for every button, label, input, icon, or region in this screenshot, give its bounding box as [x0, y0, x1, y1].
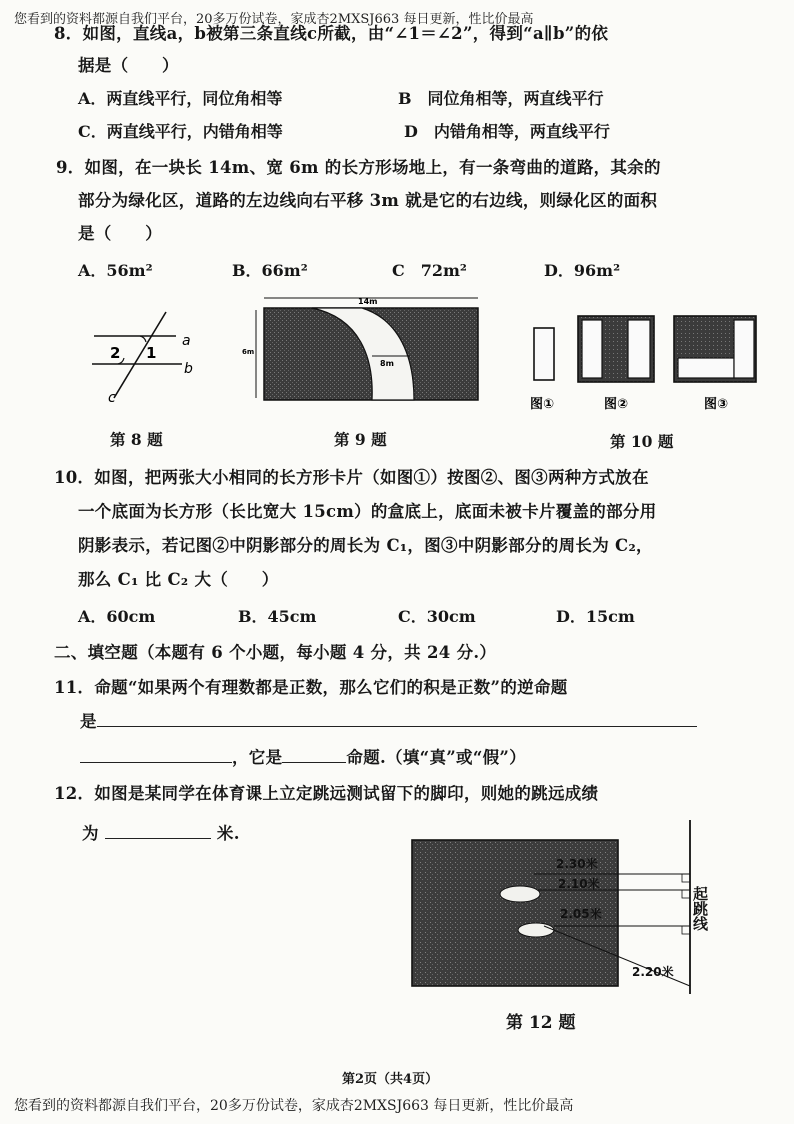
q11-line1: 11．命题“如果两个有理数都是正数，那么它们的积是正数”的逆命题 [54, 678, 568, 697]
fig10-label-1: 图① [530, 397, 555, 412]
fig10-caption: 第 10 题 [610, 432, 674, 451]
q10-line3: 阴影表示，若记图②中阴影部分的周长为 C₁，图③中阴影部分的周长为 C₂， [78, 536, 653, 555]
q12-line2 [82, 820, 240, 844]
q12-line2-prefix: 为 [82, 824, 99, 843]
q11-line2-prefix: 是 [80, 712, 97, 731]
q12-line1: 12．如图是某同学在体育课上立定跳远测试留下的脚印，则她的跳远成绩 [54, 784, 599, 803]
q9-line2: 部分为绿化区，道路的左边线向右平移 3m 就是它的右边线，则绿化区的面积 [78, 191, 658, 210]
section2-heading: 二、填空题（本题有 6 个小题，每小题 4 分，共 24 分.） [54, 643, 497, 662]
q8-option-d: D 内错角相等，两直线平行 [404, 122, 610, 141]
q9-option-b: B．66m² [232, 261, 308, 280]
fig8-label-b: b [184, 361, 193, 377]
fig10-label-2: 图② [604, 397, 629, 412]
fig9-width-label: 14m [358, 297, 378, 306]
fig8-label-c: c [108, 390, 116, 406]
watermark-bottom: 您看到的资料都源自我们平台，20多万份试卷，家成杏2MXSJ663 每日更新，性比价最高 [14, 1098, 574, 1114]
q11-line3-mid: ，它是 [232, 748, 283, 767]
q10-option-c: C．30cm [398, 607, 476, 626]
fig9-height-label: 6m [242, 348, 255, 356]
figure-10 [524, 308, 774, 418]
figure-8 [84, 306, 214, 406]
q10-option-a: A．60cm [78, 607, 156, 626]
q10-line1: 10．如图，把两张大小相同的长方形卡片（如图①）按图②、图③两种方式放在 [54, 468, 649, 487]
fig10-label-3: 图③ [704, 397, 729, 412]
q9-option-c: C 72m² [392, 261, 467, 280]
fig12-side-label: 起跳线 [691, 886, 709, 931]
fig12-distance-2: 2.10米 [558, 877, 600, 891]
fig9-caption: 第 9 题 [334, 430, 387, 449]
fig12-distance-1: 2.30米 [556, 857, 598, 871]
q9-option-d: D．96m² [544, 261, 621, 280]
fig8-label-a: a [182, 333, 191, 349]
q11-answer-blank-3[interactable] [282, 748, 346, 763]
q12-line2-suffix: 米. [216, 824, 240, 843]
fig8-angle-1: 1 [146, 344, 157, 362]
watermark-top: 您看到的资料都源自我们平台，20多万份试卷，家成杏2MXSJ663 每日更新，性比价最高 [14, 12, 534, 27]
fig12-caption: 第 12 题 [506, 1013, 576, 1033]
q11-line3 [80, 744, 526, 768]
q9-option-a: A．56m² [78, 261, 153, 280]
page-number: 第2页（共4页） [342, 1072, 439, 1087]
q10-line4: 那么 C₁ 比 C₂ 大（ ） [78, 570, 279, 589]
q10-option-d: D．15cm [556, 607, 635, 626]
figure-12 [404, 816, 734, 1002]
q10-line2: 一个底面为长方形（长比宽大 15cm）的盒底上，底面未被卡片覆盖的部分用 [78, 502, 657, 521]
q11-line2 [80, 708, 697, 732]
q11-line3-end: 命题.（填“真”或“假”） [346, 748, 527, 767]
q10-option-b: B．45cm [238, 607, 317, 626]
fig12-distance-3: 2.05米 [560, 907, 602, 921]
fig8-angle-2: 2 [110, 344, 121, 362]
q9-line1: 9．如图，在一块长 14m、宽 6m 的长方形场地上，有一条弯曲的道路，其余的 [56, 158, 661, 177]
q8-stem-line1: 8．如图，直线a，b被第三条直线c所截，由“∠1＝∠2”，得到“a∥b”的依 [54, 24, 609, 43]
q11-answer-blank-1[interactable] [97, 712, 697, 727]
figure-9 [242, 288, 494, 406]
q9-line3: 是（ ） [78, 224, 162, 243]
q8-option-c: C．两直线平行，内错角相等 [78, 122, 283, 141]
fig12-distance-4: 2.20米 [632, 965, 674, 979]
q8-stem-line2: 据是（ ） [78, 56, 179, 75]
q12-answer-blank[interactable] [105, 824, 211, 839]
q8-option-a: A．两直线平行，同位角相等 [78, 89, 283, 108]
fig8-caption: 第 8 题 [110, 430, 163, 449]
q8-option-b: B 同位角相等，两直线平行 [398, 89, 604, 108]
q11-answer-blank-2[interactable] [80, 748, 232, 763]
fig9-inner-label: 8m [380, 359, 394, 368]
